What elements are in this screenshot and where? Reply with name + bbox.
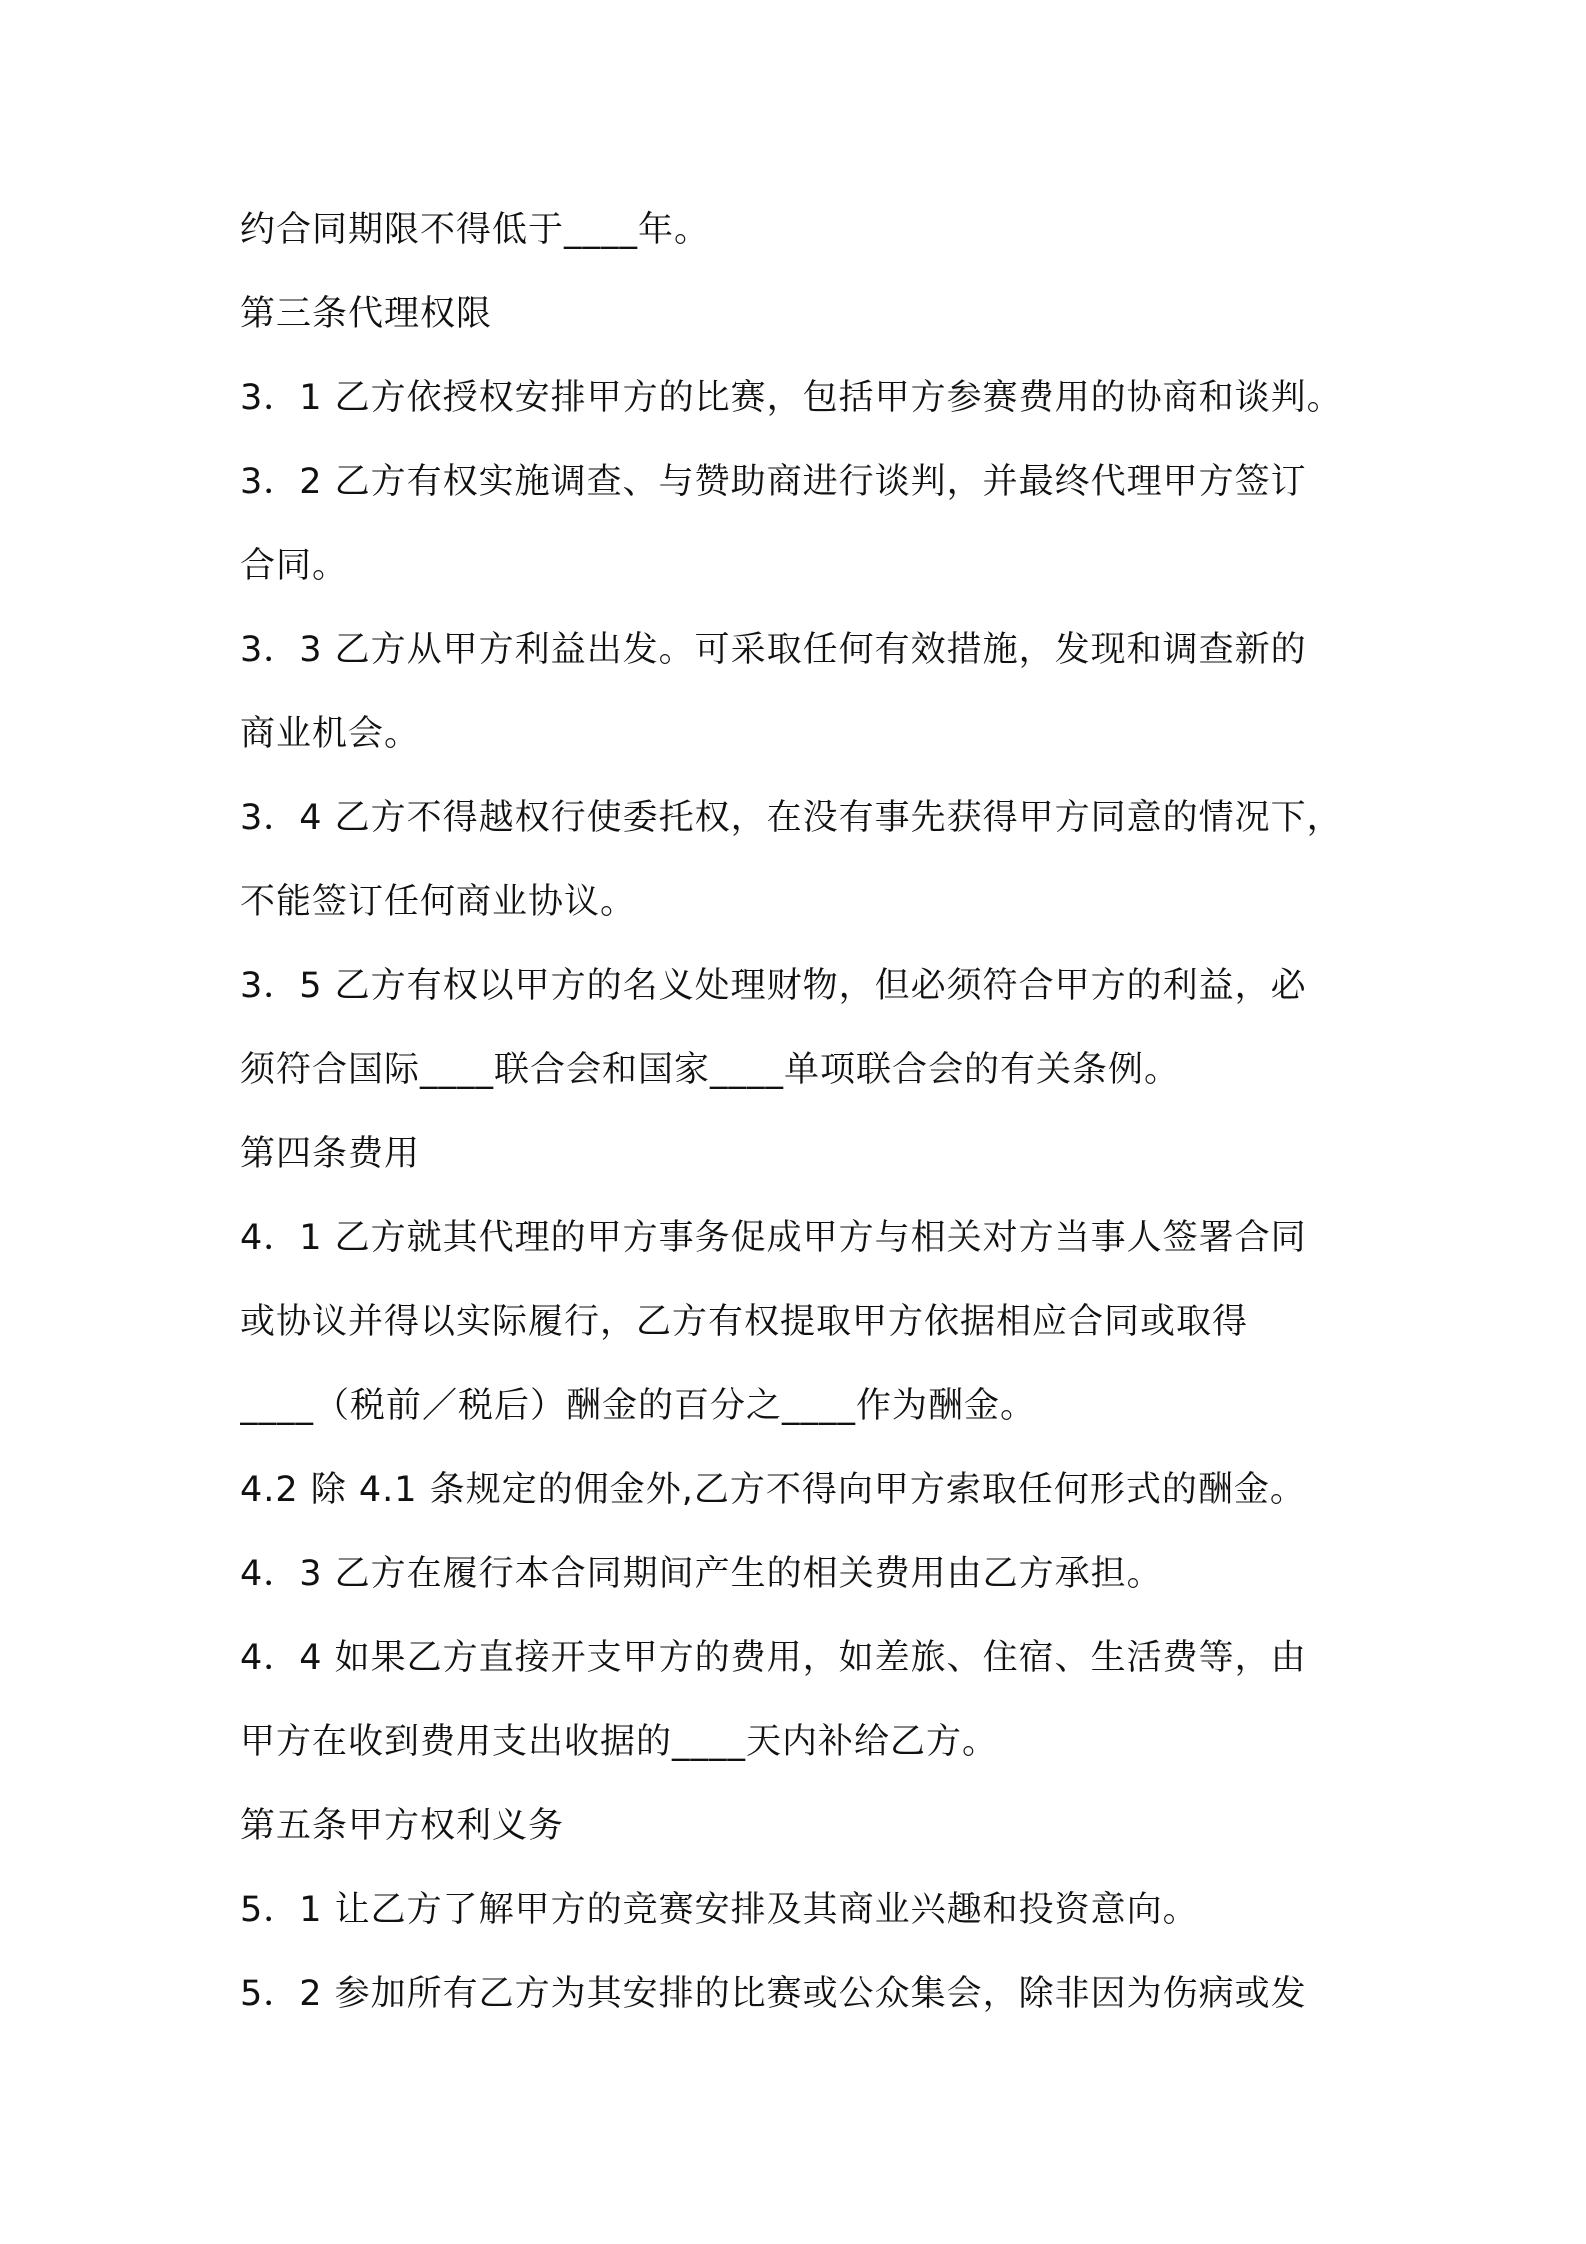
text-line: 3．5 乙方有权以甲方的名义处理财物，但必须符合甲方的利益，必	[240, 966, 1307, 1006]
text-line: 3．3 乙方从甲方利益出发。可采取任何有效措施，发现和调查新的	[240, 630, 1307, 670]
section-heading-5: 第五条甲方权利义务	[240, 1806, 565, 1846]
text-line: 4.2 除 4.1 条规定的佣金外,乙方不得向甲方索取任何形式的酬金。	[240, 1470, 1306, 1510]
section-heading-3: 第三条代理权限	[240, 294, 493, 334]
text-line: 3．2 乙方有权实施调查、与赞助商进行谈判，并最终代理甲方签订	[240, 462, 1307, 502]
text-line: 4．1 乙方就其代理的甲方事务促成甲方与相关对方当事人签署合同	[240, 1218, 1307, 1258]
text-line: 不能签订任何商业协议。	[240, 882, 637, 922]
text-line: 3．1 乙方依授权安排甲方的比赛，包括甲方参赛费用的协商和谈判。	[240, 378, 1343, 418]
text-line: 须符合国际____联合会和国家____单项联合会的有关条例。	[240, 1050, 1181, 1090]
text-line: 4．4 如果乙方直接开支甲方的费用，如差旅、住宿、生活费等，由	[240, 1638, 1307, 1678]
text-line: 5．2 参加所有乙方为其安排的比赛或公众集会，除非因为伤病或发	[240, 1974, 1307, 2014]
text-line: 约合同期限不得低于____年。	[240, 210, 711, 250]
text-line: ____（税前／税后）酬金的百分之____作为酬金。	[240, 1386, 1037, 1426]
section-heading-4: 第四条费用	[240, 1134, 421, 1174]
text-line: 4．3 乙方在履行本合同期间产生的相关费用由乙方承担。	[240, 1554, 1163, 1594]
text-line: 甲方在收到费用支出收据的____天内补给乙方。	[240, 1722, 999, 1762]
text-line: 3．4 乙方不得越权行使委托权，在没有事先获得甲方同意的情况下，	[240, 798, 1343, 838]
text-line: 合同。	[240, 546, 349, 586]
text-line: 或协议并得以实际履行，乙方有权提取甲方依据相应合同或取得	[240, 1302, 1249, 1342]
contract-text	[240, 198, 1370, 2046]
text-line: 5．1 让乙方了解甲方的竞赛安排及其商业兴趣和投资意向。	[240, 1890, 1199, 1930]
text-line: 商业机会。	[240, 714, 421, 754]
